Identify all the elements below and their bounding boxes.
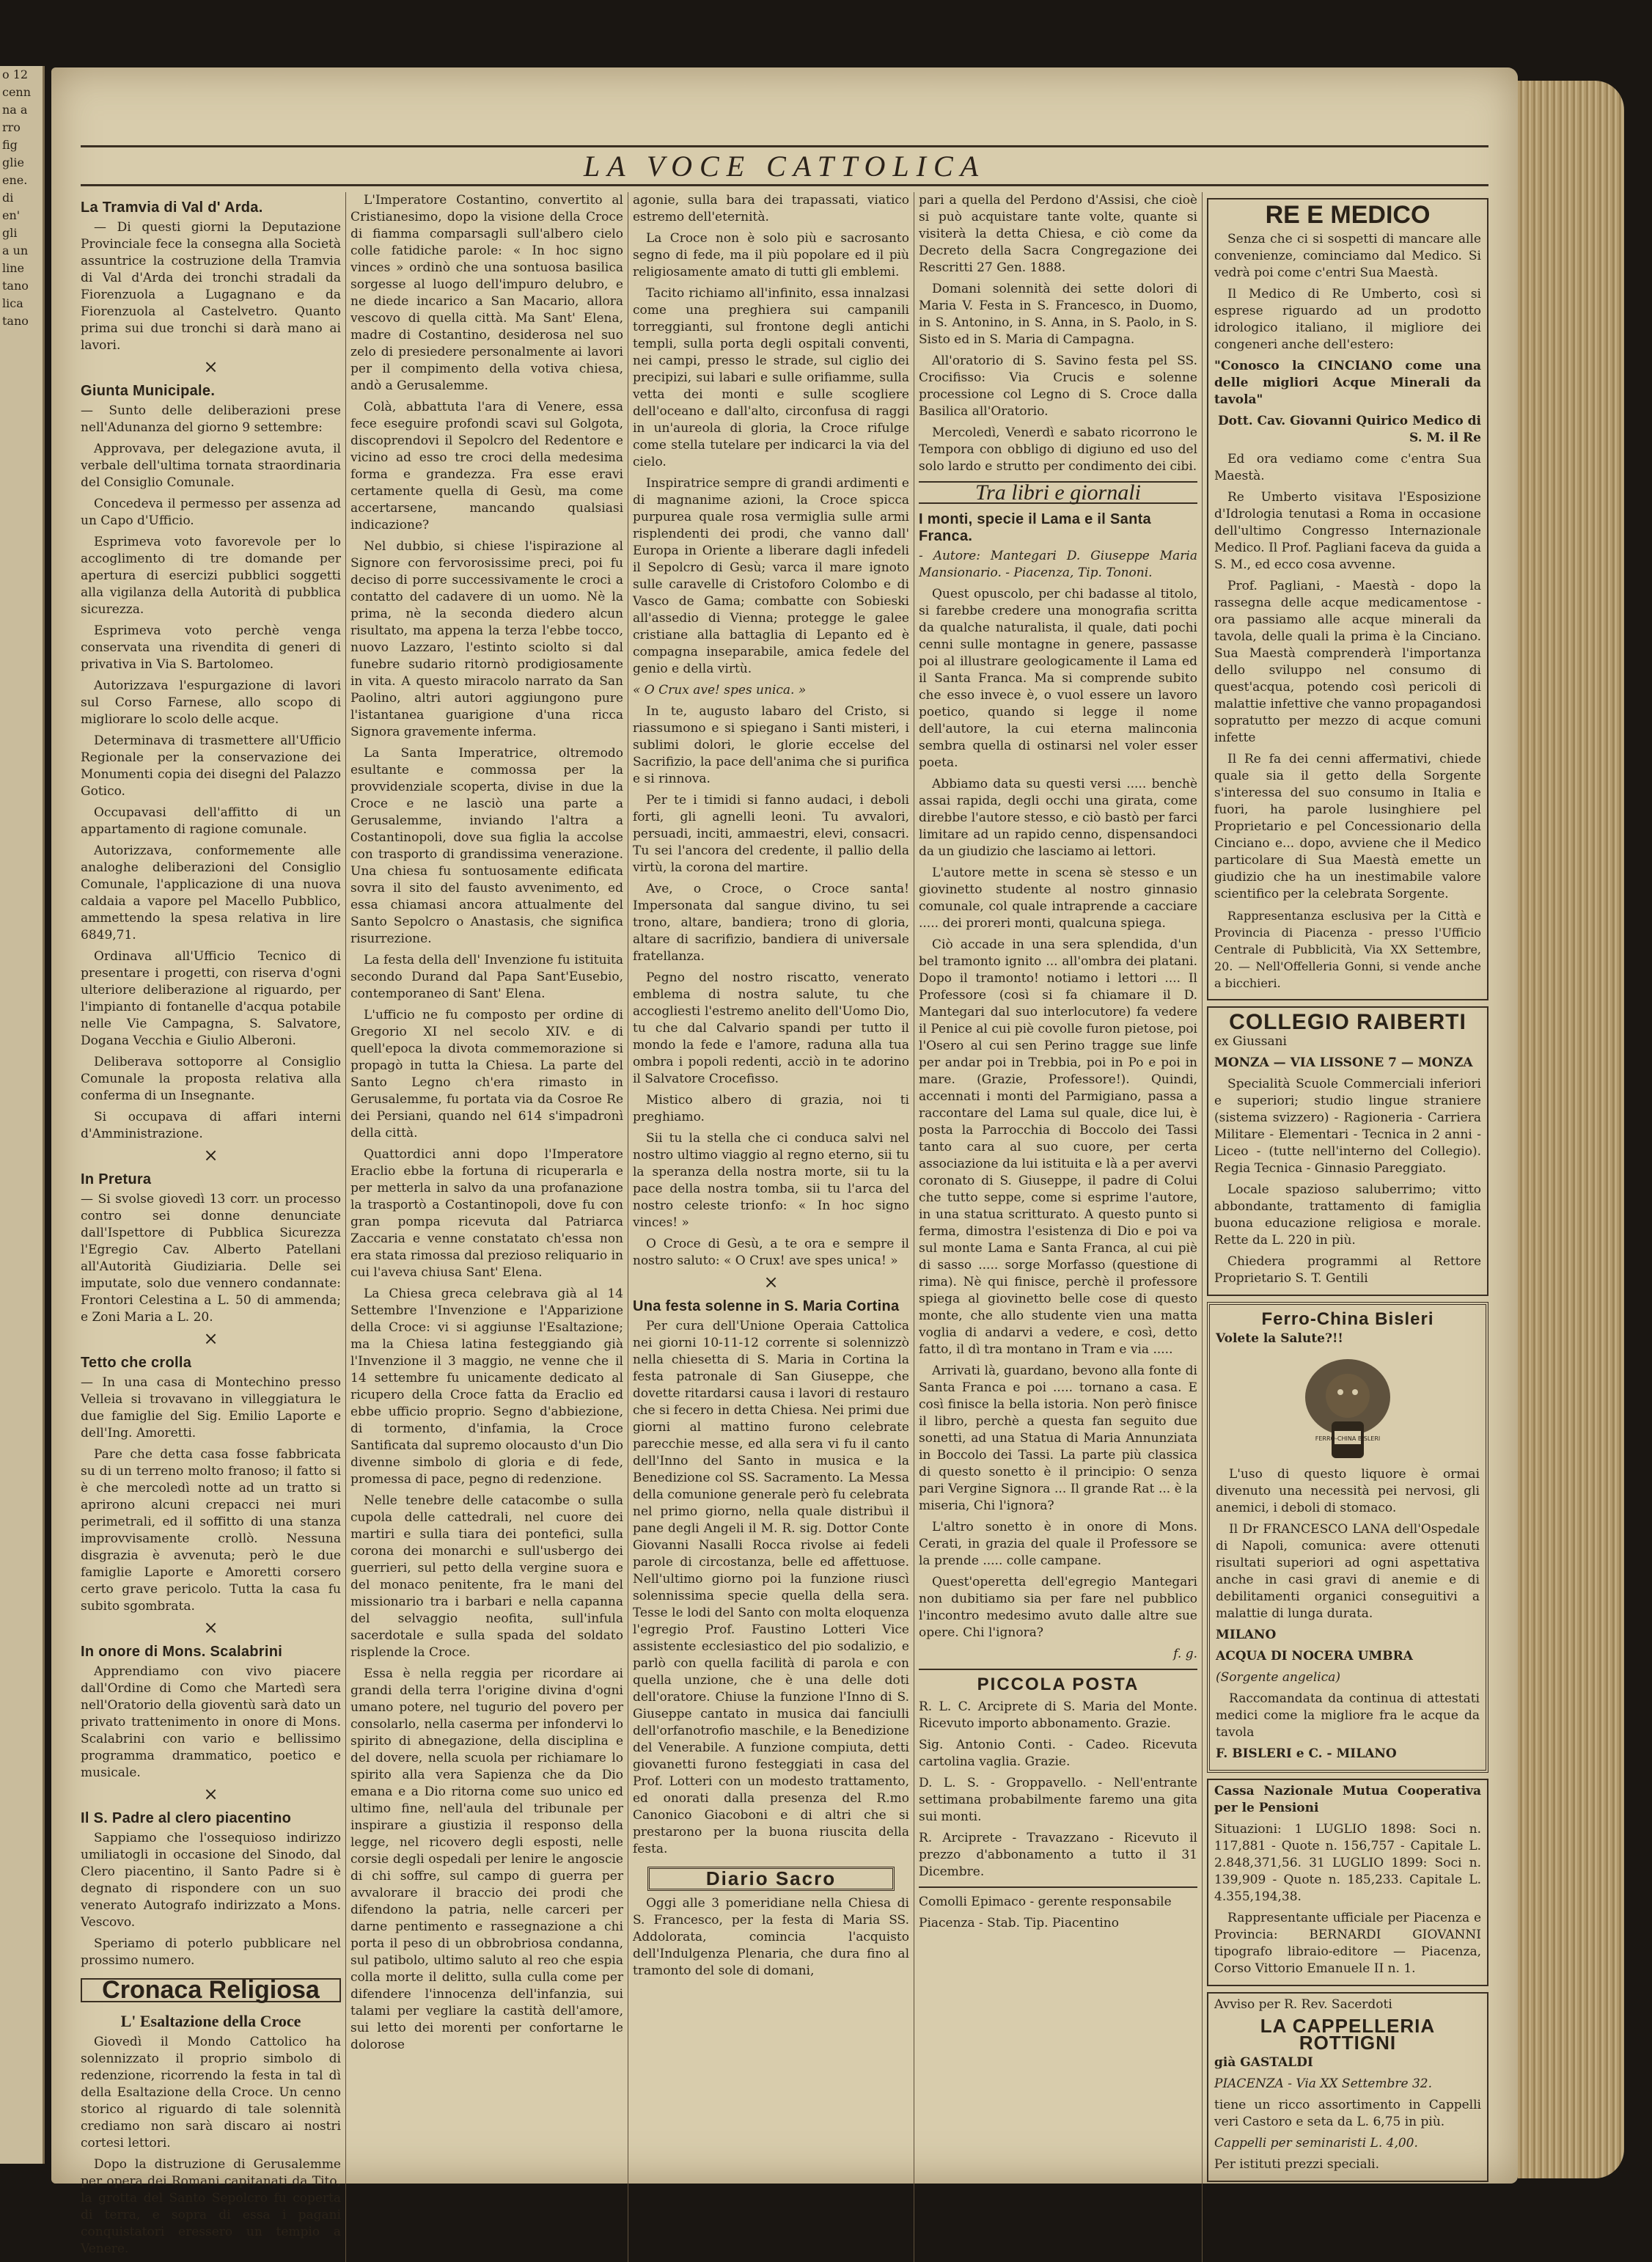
article-text: Mistico albero di grazia, noi ti preghiamo. bbox=[633, 1093, 909, 1124]
printer-line: Piacenza - Stab. Tip. Piacentino bbox=[919, 1916, 1119, 1930]
article-text: pari a quella del Perdono d'Assisi, che cioè si può acquistare tante volte, quante si visiterà la detta Chiesa, e ciò come da Decreto della Sacra Congregazione dei Rescritti 27 Gen. 1888. bbox=[919, 193, 1197, 275]
article-text: Tacito richiamo all'infinito, essa innalzasi come una preghiera sui campanili torreggianti, sul frontone degli antichi templi, sulla porta degli ospitali conventi, nei campi, presso le strade, sul ciglio dei precipizi, sui labari e sulle orifiamme, sulla vetta dei monti e sulle scogliere dell'oceano e dall'alto, circonfusa di raggi in un'aureola di gloria, la Croce rifulge come stella tutelare per indicarci la via del cielo. bbox=[633, 286, 909, 469]
divider bbox=[919, 1669, 1197, 1670]
article-text: Ordinava all'Ufficio Tecnico di presentare i progetti, con riserva d'ogni ulteriore deliberazione al riguardo, per l'impianto di fontanelle d'acqua potabile nelle Vie Campagna, S. Salvatore, Dogana Vecchia e Giulio Alberoni. bbox=[81, 949, 341, 1048]
sliver-fragment: fig bbox=[2, 138, 18, 152]
column-5-ads bbox=[1207, 192, 1488, 2262]
article-text: Esprimeva voto favorevole per lo accoglimento di tre domande per apertura di esercizi pubblici soggetti alla vigilanza della Autorità di pubblica sicurezza. bbox=[81, 535, 341, 617]
article-text: Essa è nella reggia per ricordare ai grandi della terra l'origine divina d'ogni umano potere, nel tugurio del povero per consolarlo, nella caserma per infondervi lo spirito di abnegazione, della disciplina e del dovere, nella scuola per richiamare lo spirito alla vera Sapienza che da Dio emana e a Dio ritorna come suo unico ed ultimo fine, nell'aula del tribunale per inspirare a giustizia il responso della legge, nel ricovero degli esposti, nelle corsie degli ospedali per lenire le angoscie di chi soffre, sul campo di guerra per avvalorare il braccio dei prodi che difendono la patria, nelle carceri per darne pentimento e rassegnazione a chi porta il peso di un obbrobriosa condanna, sul patibolo, ultimo saluto al reo che espia colla morte il delitto, sulla culla come per difendere l'innocenza dell'infanzia, sui talami per vegliare la castità dell'amore, sui letto dei morenti per confortarne le dolorose bbox=[350, 1666, 623, 2052]
article-text: Esprimeva voto perchè venga conservata una rivendita di generi di privativa in Via S. Bartolomeo. bbox=[81, 623, 341, 672]
article-text: Ave, o Croce, o Croce santa! Impersonata dal sangue divino, tu sei trono, altare, bandiera; trono di gloria, altare di sacrifizio, bandiera di universale fratellanza. bbox=[633, 882, 909, 964]
ad-text: Chiedera programmi al Rettore Proprietario S. T. Gentili bbox=[1214, 1254, 1481, 1286]
article-text: — Di questi giorni la Deputazione Provinciale fece la consegna alla Società assuntrice la costruzione della Tramvia di Val d'Arda dei tronchi stradali da Fiorenzuola a Lugagnano e da Fiorenzuola al Castelvetro. Quanto prima sui due tronchi si darà mano ai lavori. bbox=[81, 220, 341, 353]
ad-re-e-medico bbox=[1207, 198, 1488, 1000]
ad-title: Ferro-China Bisleri bbox=[1261, 1309, 1434, 1329]
sliver-fragment: gli bbox=[2, 226, 18, 240]
newspaper-title: LA VOCE CATTOLICA bbox=[583, 149, 986, 183]
article-text: La Santa Imperatrice, oltremodo esultante e commossa per la provvidenziale scoperta, divise in due la Croce e ne lasciò una parte a Gerusalemme, inviando l'altra a Costantinopoli, dove sua figlia la accolse con trasporto di grandissima venerazione. Una chiesa fu sontuosamente edificata sovra il sito del fausto avvenimento, ed essa chiamasi ancora attualmente del Santo Sepolcro o Anastasis, che significa risurrezione. bbox=[350, 746, 623, 946]
article-text: — Sunto delle deliberazioni prese nell'Adunanza del giorno 9 settembre: bbox=[81, 403, 341, 435]
sliver-fragment: tano bbox=[2, 314, 29, 328]
signature: f. g. bbox=[1173, 1647, 1197, 1661]
ad-text: Prof. Pagliani, - Maestà - dopo la rassegna delle acque medicamentose - ora passiamo alle acque minerali da tavola, delle quali la prima è la Cinciano. Sua Maestà comprenderà l'importanza dello sviluppo nel consumo di quest'acqua, potendo così pericoli di malattie infettive che vanno propagandosi sopratutto per mezzo di acque comuni infette bbox=[1214, 579, 1482, 745]
ad-title: LA CAPPELLERIA ROTTIGNI bbox=[1260, 2015, 1436, 2054]
ad-text: Cappelli per seminaristi L. 4,00. bbox=[1214, 2136, 1418, 2151]
ad-title: Cassa Nazionale Mutua Cooperativa per le Pensioni bbox=[1214, 1784, 1481, 1815]
article-heading: Giunta Municipale. bbox=[81, 383, 216, 399]
article-text: La festa della dell' Invenzione fu istituita secondo Durand dal Papa Sant'Eusebio, contemporaneo di Sant' Elena. bbox=[350, 953, 623, 1001]
article-text: Ciò accade in una sera splendida, d'un bel tramonto ignito ... all'ombra dei platani. Dopo il tramonto! notiamo i lettori .... Il Professore (così si fa chiamare il D. Mantegari dal suo interlocutore) fa vedere il Penice al cui piè covolle furon pietose, poi l'Osero al cui sen Perino tragge sue linfe per andar poi in Trebbia, poi in Po e poi in mare. (Grazie, Professore!). Quindi, accennati i monti del Parmigiano, passa a raccontare del Lama sul quale, dice lui, è posta la Parrocchia di Boccolo dei Tassi tanto cara al suo cuore, per certa associazione da lui istituita e là a per avervi coronato di S. Giuseppe, il padre di Colui che tutto seppe, come si esprime l'autore, in una statua scritturato. A questo punto si ferma, dimostra l'esistenza di Dio e poi va sul monte Lama e Santa Franca, al cui piè di sasso ..... sorge Morfasso (questione di rima). Nè qui finisce, perchè il professore spiega al giovinetto belle cose di questo monte, che allo studente vien una matta voglia di andarvi a vedere, e così, detto fatto, il dì tra montano in Tram e via ..... bbox=[919, 937, 1197, 1357]
ad-city: MILANO bbox=[1216, 1628, 1277, 1642]
ad-ferro-china bbox=[1207, 1302, 1488, 1773]
article-text: Quattordici anni dopo l'Imperatore Eraclio ebbe la fortuna di ricuperarla e per metterla in salvo da una profanazione la trasportò a Costantinopoli, dove fu con gran pompa ricevuta dal Patriarca Zaccaria e venne constatato ch'essa non era stata rimossa dal prezioso reliquario in cui l'aveva chiusa Sant' Elena. bbox=[350, 1147, 623, 1280]
ad-text: L'uso di questo liquore è ormai divenuto una necessità pei nervosi, gli anemici, i deboli di stomaco. bbox=[1216, 1467, 1480, 1515]
article-heading: Il S. Padre al clero piacentino bbox=[81, 1810, 292, 1826]
sliver-fragment: lica bbox=[2, 296, 23, 310]
previous-page-edge bbox=[0, 66, 45, 2164]
ad-address: MONZA — VIA LISSONE 7 — MONZA bbox=[1214, 1055, 1473, 1070]
post-item: R. Arciprete - Travazzano - Ricevuto il prezzo d'abbonamento a tutto il 31 Dicembre. bbox=[919, 1831, 1197, 1879]
ad-text: Ed ora vediamo come c'entra Sua Maestà. bbox=[1214, 452, 1481, 483]
post-item: R. L. C. Arciprete di S. Maria del Monte. Ricevuto importo abbonamento. Grazie. bbox=[919, 1699, 1197, 1731]
sliver-fragment: en' bbox=[2, 208, 21, 222]
ad-subtitle: (Sorgente angelica) bbox=[1216, 1670, 1341, 1685]
article-text: Autorizzava l'espurgazione di lavori sul Corso Farnese, allo scopo di migliorare lo scolo delle acque. bbox=[81, 678, 341, 727]
column-4 bbox=[919, 192, 1197, 2262]
sliver-fragment: di bbox=[2, 191, 14, 205]
ad-cassa-nazionale bbox=[1207, 1779, 1488, 1986]
article-text: Colà, abbattuta l'ara di Venere, essa fece eseguire profondi scavi sul Golgota, discoprendovi il Sepolcro del Redentore e vicino ad esso tre croci della medesima forma e grandezza. Fra esse eravi certamente quella di Gesù, ma come accertarsene, mancando qualsiasi indicazione? bbox=[350, 400, 623, 532]
sliver-fragment: o 12 bbox=[2, 67, 29, 81]
column-2 bbox=[350, 192, 623, 2262]
section-heading: Cronaca Religiosa bbox=[81, 1978, 341, 2002]
column-3 bbox=[633, 192, 909, 2262]
sliver-fragment: rro bbox=[2, 120, 21, 134]
article-heading: La Tramvia di Val d' Arda. bbox=[81, 200, 263, 216]
article-text: - Autore: Mantegari D. Giuseppe Maria Mansionario. - Piacenza, Tip. Tononi. bbox=[919, 549, 1197, 580]
article-text: Per cura dell'Unione Operaia Cattolica nei giorni 10-11-12 corrente si solennizzò nella chiesetta di S. Maria in Cortina la festa patronale di San Giuseppe, che dovette ritardarsi causa i lavori di restauro che si fecero in detta Chiesa. Nei primi due giorni al mattino furono celebrate parecchie messe, ed alla sera vi fu il canto dell'Inno del Santo in musica e la Benedizione col SS. Sacramento. La Messa della comunione generale però fu celebrata nel primo giorno, nella quale distribuì il pane degli Angeli il M. R. sig. Dottor Conte Giovanni Nasalli Rocca rivolse ai fedeli parole di circostanza, belle ed affettuose. Nell'ultimo giorno poi la funzione riuscì solennissima specie quella della sera. Tesse le lodi del Santo con molta eloquenza l'egregio Prof. Faustino Lotteri Vice assistente ecclesiastico del pio sodalizio, e parlò con quella facilità di parola e con quella unzione, che è una delle doti dell'oratore. Chiuse la funzione l'Inno di S. Giuseppe cantato in musica dai fanciulli dell'orfanotrofio maschile, e la Benedizione del Venerabile. A funzione compiuta, detti giovanetti furono festeggiati in casa del Prof. Lotteri con un modesto trattamento, ed onorati dalla presenza del R.mo Canonico Giacoboni e di altri che si prestarono per la buona riuscita della festa. bbox=[633, 1319, 909, 1856]
post-item: D. L. S. - Groppavello. - Nell'entrante settimana probabilmente faremo una gita sui monti. bbox=[919, 1776, 1197, 1824]
section-heading: Diario Sacro bbox=[647, 1867, 895, 1891]
article-text: All'oratorio di S. Savino festa pel SS. Crocifisso: Via Crucis e solenne processione col Legno di S. Croce dalla Basilica all'Oratorio. bbox=[919, 354, 1197, 419]
separator-cross: × bbox=[203, 356, 219, 377]
section-heading: PICCOLA POSTA bbox=[977, 1674, 1139, 1694]
ad-cappelleria bbox=[1207, 1992, 1488, 2182]
section-heading: Tra libri e giornali bbox=[919, 481, 1197, 504]
ad-subtitle: ex Giussani bbox=[1214, 1034, 1287, 1049]
separator-cross: × bbox=[763, 1272, 779, 1292]
divider bbox=[919, 1886, 1197, 1888]
article-text: Oggi alle 3 pomeridiane nella Chiesa di S. Francesco, per la festa di Maria SS. Addolorata, comincia l'acquisto dell'Indulgenza Plenaria, che dura fino al tramonto del sole di domani, bbox=[633, 1896, 909, 1978]
sliver-fragment: glie bbox=[2, 155, 24, 169]
article-text: Mercoledì, Venerdì e sabato ricorrono le Tempora con obbligo di digiuno ed uso del solo lardo e strutto per condimento dei cibi. bbox=[919, 425, 1197, 474]
article-text: Speriamo di poterlo pubblicare nel prossimo numero. bbox=[81, 1936, 341, 1968]
article-text: Arrivati là, guardano, bevono alla fonte di Santa Franca e poi ..... tornano a casa. E così finisce la bella istoria. Non però finisce il libro, perchè a questa fan seguito due sonetti, ad una Statua di Maria Annunziata in Boccolo dei Tassi. La parte più classica di questo sonetto è il principio: O senza pari Vergine Signora ... Il grande Rat ... è la miseria, Chi l'ignora? bbox=[919, 1364, 1197, 1513]
article-text: Dopo la distruzione di Gerusalemme per opera dei Romani capitanati da Tito, la grotta del Santo Sepolcro fu coperta di terra, e sopra di essa i pagani conquistatori eressero un tempio a Venere. bbox=[81, 2157, 341, 2256]
article-text: — In una casa di Montechino presso Velleia si trovavano in villeggiatura le due famiglie del Sig. Emilio Laporte e dell'Ing. Amoretti. bbox=[81, 1375, 341, 1441]
column-1 bbox=[81, 192, 341, 2262]
article-text: Sii tu la stella che ci conduca salvi nel nostro ultimo viaggio al regno eterno, sii tu la speranza della nostra morte, sii tu la pace della nostra tomba, sii tu l'arca del nostro celeste trionfo: « In hoc signo vinces! » bbox=[633, 1131, 909, 1230]
ad-doctor: Dott. Cav. Giovanni Quirico Medico di S. M. il Re bbox=[1217, 414, 1481, 445]
sliver-fragment: line bbox=[2, 261, 25, 275]
article-heading: Una festa solenne in S. Maria Cortina bbox=[633, 1298, 900, 1314]
lion-bottle-illustration bbox=[1289, 1352, 1406, 1462]
ad-text: tiene un ricco assortimento in Cappelli veri Castoro e seta da L. 6,75 in più. bbox=[1214, 2098, 1481, 2129]
article-text: Deliberava sottoporre al Consiglio Comunale la proposta relativa alla conferma di un Insegnante. bbox=[81, 1055, 341, 1103]
post-item: Sig. Antonio Conti. - Cadeo. Ricevuta cartolina vaglia. Grazie. bbox=[919, 1738, 1197, 1769]
ad-subtitle: ACQUA DI NOCERA UMBRA bbox=[1216, 1649, 1413, 1663]
sliver-fragment: cenn bbox=[2, 85, 32, 99]
separator-cross: × bbox=[203, 1784, 219, 1804]
article-text: Giovedì il Mondo Cattolico ha solennizzato il proprio simbolo di redenzione, ricorrendo la festa in tal dì della Esaltazione della Croce. Un cenno storico al riguardo di tale solennità crediamo non sarà discaro ai nostri cortesi lettori. bbox=[81, 2035, 341, 2151]
ad-title: COLLEGIO RAIBERTI bbox=[1229, 1010, 1466, 1034]
ad-signature: F. BISLERI e C. - MILANO bbox=[1216, 1746, 1397, 1761]
article-text: Abbiamo data su questi versi ..... benchè assai rapida, degli occhi una girata, come direbbe l'autore stesso, e ciò bastò per farci limitare ad un rapido cenno, dispensandoci da un giudizio che lasciamo ai lettori. bbox=[919, 777, 1197, 859]
article-text: Apprendiamo con vivo piacere dall'Ordine di Como che Martedì sera nell'Oratorio della gioventù sarà dato un privato trattenimento in onore di Mons. Scalabrini con vario e bellissimo programma drammatico, poetico e musicale. bbox=[81, 1664, 341, 1780]
article-text: Autorizzava, conformemente alle analoghe deliberazioni del Consiglio Comunale, l'applicazione di una nuova caldaia a vapore pel Macello Pubblico, ammettendo la spesa relativa in lire 6849,71. bbox=[81, 843, 341, 942]
ad-text: Senza che ci si sospetti di mancare alle convenienze, cominciamo dal Medico. Si vedrà poi come c'entri Sua Maestà. bbox=[1214, 232, 1481, 280]
article-text: La Chiesa greca celebrava già al 14 Settembre l'Invenzione e l'Apparizione della Croce: vi si aggiunse l'Esaltazione; ma la Chiesa latina festeggiando già l'Invenzione il 3 maggio, ne venne che il 14 settembre fu unicamente dedicato al ricupero della Croce fatta da Eraclio ed ebbe ufficio proprio. Segno d'abbiezione, di tormento, d'infamia, la Croce Santificata dal supremo olocausto d'un Dio divenne simbolo di gloria e di fede, promessa di pace, pegno di redenzione. bbox=[350, 1286, 623, 1487]
ad-text: Locale spazioso saluberrimo; vitto abbondante, trattamento di famiglia buona educazione religiosa e morale. Rette da L. 220 in più. bbox=[1214, 1182, 1481, 1248]
ad-text: Rappresentanza esclusiva per la Città e Provincia di Piacenza - presso l'Ufficio Centrale di Pubblicità, Via XX Settembre, 20. — Nell'Offelleria Gonni, si vende anche a bicchieri. bbox=[1214, 909, 1481, 990]
ad-text: Rappresentante ufficiale per Piacenza e Provincia: BERNARDI GIOVANNI tipografo libraio-editore — Piacenza, Corso Vittorio Emanuele II n. 1. bbox=[1214, 1911, 1481, 1976]
article-text: Determinava di trasmettere all'Ufficio Regionale per la conservazione dei Monumenti copia dei disegni del Palazzo Gotico. bbox=[81, 733, 341, 799]
sliver-fragment: na a bbox=[2, 103, 28, 117]
sliver-fragment: tano bbox=[2, 279, 29, 293]
article-text: In te, augusto labaro del Cristo, si riassumono e si spiegano i Santi misteri, i sublimi dolori, le glorie eccelse del Sacrifizio, la pace dell'anima che si purifica e si rinnova. bbox=[633, 704, 909, 786]
article-text: Domani solennità dei sette dolori di Maria V. Festa in S. Francesco, in Duomo, in S. Antonino, in S. Anna, in S. Paolo, in S. Sisto ed in S. Maria di Campagna. bbox=[919, 282, 1197, 347]
ad-title: RE E MEDICO bbox=[1265, 201, 1431, 229]
article-text: Inspiratrice sempre di grandi ardimenti e di magnanime azioni, la Croce spicca purpurea quale rosa vermiglia sulle armi risplendenti dei prodi, che vanno dall' Europa in Oriente a liberare dagli infedeli il Sepolcro di Gesù; varca il mare ignoto sulle caravelle di Cristoforo Colombo e di Vasco de Gama; combatte con Sobieski all'assedio di Vienna; protegge le galee cristiane alla battaglia di Lepanto ed è compagna inseparabile, amica fedele del genio e della virtù. bbox=[633, 476, 909, 676]
ad-slogan: Volete la Salute?!! bbox=[1216, 1331, 1343, 1346]
ad-text: Situazioni: 1 LUGLIO 1898: Soci n. 117,881 - Quote n. 156,757 - Capitale L. 2.848,371,56. 31 LUGLIO 1899: Soci n. 139,909 - Quote n. 185,233. Capitale L. 4.355,194,38. bbox=[1214, 1822, 1481, 1904]
sliver-fragment: a un bbox=[2, 244, 29, 257]
article-text: Sappiamo che l'ossequioso indirizzo umiliatogli in occasione del Sinodo, dal Clero piacentino, il Santo Padre si è degnato di rispondere con un suo venerato Autografo indirizzato a Mons. Vescovo. bbox=[81, 1831, 341, 1930]
ad-address: PIACENZA - Via XX Settembre 32. bbox=[1214, 2076, 1432, 2091]
ad-text: Il Re fa dei cenni affermativi, chiede quale sia il getto della Sorgente s'interessa del suo consumo in Italia e fuori, ha parole lusinghiere pel Proprietario e pel Concessionario della Cinciano e... dopo, avviene che il Medico particolare di Sua Maestà emette un giudizio che ha un inestimabile valore scientifico per la celebrata Sorgente. bbox=[1214, 752, 1481, 901]
ad-pretitle: Avviso per R. Rev. Sacerdoti bbox=[1214, 1997, 1392, 2012]
article-text: Quest opuscolo, per chi badasse al titolo, si farebbe credere una monografia scritta da qualche naturalista, il quale, dati pochi cenni sulle montagne in genere, passasse poi al illustrare geologicamente il Lama ed il Santa Franca. Ma si comprende subito che esso invece è, o vuol essere un lavoro poetico, quando si legge il nome dell'autore, la cui eterna malinconia sembra quella di ostinarsi nel voler esser poeta. bbox=[919, 587, 1197, 770]
gerente-line: Comolli Epimaco - gerente responsabile bbox=[919, 1895, 1172, 1909]
article-text: — Si svolse giovedì 13 corr. un processo contro sei donne denunciate dall'Ispettore di Pubblica Sicurezza l'Egregio Cav. Alberto Patellani all'Autorità Giudiziaria. Delle sei imputate, solo due vennero condannate: Frontori Celestina a L. 50 di ammenda; e Zoni Maria a L. 20. bbox=[81, 1192, 341, 1325]
separator-cross: × bbox=[203, 1145, 219, 1165]
article-text: L'autore mette in scena sè stesso e un giovinetto studente al nostro ginnasio comunale, col quale intraprende a cacciare ..... dei proreri monti, qualcuna spiega. bbox=[919, 865, 1197, 931]
article-text: Pare che detta casa fosse fabbricata su di un terreno molto franoso; il fatto si è che mercoledì notte ad un tratto si aprirono alcuni crepacci nei muri perimetrali, ed il soffitto di una stanza improvvisamente crollò. Nessuna disgrazia è avvenuta; però le due famiglie Laporte e Amoretti corsero certo grave pericolo. Tutta la casa fu subito sgombrata. bbox=[81, 1447, 341, 1614]
article-text: Nelle tenebre delle catacombe o sulla cupola delle cattedrali, nel cuore dei martiri e sulla tiara dei pontefici, sulla corona dei monarchi e sull'usbergo dei guerrieri, sul petto della vergine suora e del monaco penitente, fra le mani del missionario tra i barbari e nella capanna del selvaggio neofita, sull'infula sacerdotale e sulla spada del soldato risplende la Croce. bbox=[350, 1493, 623, 1660]
article-text: Per te i timidi si fanno audaci, i deboli forti, gli agnelli leoni. Tu avvalori, persuadi, inciti, ammaestri, elevi, consacri. Tu sei l'ancora del credente, il pallio della virtù, la corona del martire. bbox=[633, 793, 909, 875]
article-heading: Tetto che crolla bbox=[81, 1355, 192, 1371]
bottle-label: FERRO-CHINA BISLERI bbox=[1315, 1435, 1381, 1442]
article-text: Nel dubbio, si chiese l'ispirazione al Signore con fervorosissime preci, poi fu deciso di porre successivamente le croci a contatto del cadavere di un uomo. Nè la prima, nè la seconda diedero alcun risultato, ma appena la terza l'ebbe tocco, nuovo Lazzaro, l'estinto sciolto si dal funebre sudario ritornò prodigiosamente in vita. A questo miracolo narrato da San Paolino, altri autori aggiungono pure l'istantanea guarigione d'una ricca Signora gravemente inferma. bbox=[350, 539, 623, 739]
columns bbox=[81, 192, 1488, 2256]
sliver-fragment: ene. bbox=[2, 173, 28, 187]
article-text: Occupavasi dell'affitto di un appartamento di ragione comunale. bbox=[81, 805, 341, 837]
article-text: L'ufficio ne fu composto per ordine di Gregorio XI nel secolo XIV. e di quell'epoca la divota commemorazione si propagò in tutta la Chiesa. La parte del Santo Legno ch'era rimasto in Gerusalemme, fu portata via da Cosroe Re dei Persiani, quando nel 614 s'impadronì della città. bbox=[350, 1008, 623, 1141]
ad-subtitle: già GASTALDI bbox=[1214, 2055, 1313, 2070]
ad-text: Il Dr FRANCESCO LANA dell'Ospedale di Napoli, comunica: avere ottenuti risultati superiori ad ogni aspettativa anche in casi gravi di anemie e di debilitamenti organici conseguitivi a malattie di lunga durata. bbox=[1216, 1522, 1480, 1621]
masthead bbox=[81, 145, 1488, 186]
article-text: agonie, sulla bara dei trapassati, viatico estremo dell'eternità. bbox=[633, 193, 909, 224]
article-text: L'altro sonetto è in onore di Mons. Cerati, in grazia del quale il Professore se la prende ..... colle campane. bbox=[919, 1520, 1197, 1568]
article-text: Approvava, per delegazione avuta, il verbale dell'ultima tornata straordinaria del Consiglio Comunale. bbox=[81, 442, 341, 490]
article-text: Si occupava di affari interni d'Amministrazione. bbox=[81, 1110, 341, 1141]
article-text: La Croce non è solo più e sacrosanto segno di fede, ma il più popolare ed il più religiosamente amato di tutti gli emblemi. bbox=[633, 231, 909, 279]
article-heading: I monti, specie il Lama e il Santa Franca. bbox=[919, 511, 1151, 544]
ad-text: Raccomandata da continua di attestati medici come la migliore fra le acque da tavola bbox=[1216, 1691, 1480, 1740]
quote: « O Crux ave! spes unica. » bbox=[633, 683, 807, 698]
article-heading: In Pretura bbox=[81, 1171, 152, 1187]
ad-collegio bbox=[1207, 1006, 1488, 1296]
separator-cross: × bbox=[203, 1617, 219, 1638]
article-heading: L' Esaltazione della Croce bbox=[120, 2012, 301, 2030]
separator-cross: × bbox=[203, 1328, 219, 1349]
book-edge bbox=[1518, 81, 1624, 2178]
article-heading: In onore di Mons. Scalabrini bbox=[81, 1644, 283, 1660]
ad-quote: "Conosco la CINCIANO come una delle migliori Acque Minerali da tavola" bbox=[1214, 359, 1481, 407]
article-text: Quest'operetta dell'egregio Mantegari non dubitiamo sia per fare nel pubblico l'incontro medesimo avuto dalle altre sue opere. Chi l'ignora? bbox=[919, 1575, 1197, 1640]
article-text: Concedeva il permesso per assenza ad un Capo d'Ufficio. bbox=[81, 497, 341, 528]
ad-text: Specialità Scuole Commerciali inferiori e superiori; studio lingue straniere (sistema svizzero) - Ragioneria - Carriera Militare - Elementari - Tecnica in 2 anni - Liceo - (tutte nell'interno del Collegio). Regia Tecnica - Ginnasio Pareggiato. bbox=[1214, 1077, 1481, 1176]
ad-text: Il Medico di Re Umberto, così si esprese riguardo ad un prodotto idrologico italiano, il migliore dei congeneri anche dell'estero: bbox=[1214, 287, 1481, 352]
article-text: L'Imperatore Costantino, convertito al Cristianesimo, dopo la visione della Croce di fiamma comparsagli sull'albero cielo colle fatidiche parole: « In hoc signo vinces » ordinò che una sontuosa basilica sorgesse al luogo dell'impuro delubro, e ne diede incarico a San Macario, allora vescovo di quella città. Ma Sant' Elena, madre di Costantino, desiderosa nel suo zelo di presiedere personalmente ai lavori per il compimento della votiva chiesa, andò a Gerusalemme. bbox=[350, 193, 623, 393]
ad-text: Per istituti prezzi speciali. bbox=[1214, 2157, 1380, 2172]
article-text: Pegno del nostro riscatto, venerato emblema di nostra salute, tu che accogliesti l'estremo anelito dell'Uomo Dio, tu che dal Calvario spandi per tutto il mondo la fede e l'amore, raduna alla tua ombra i popoli redenti, acciò in te adorino il Salvatore Crocefisso. bbox=[633, 970, 909, 1086]
article-text: O Croce di Gesù, a te ora e sempre il nostro saluto: « O Crux! ave spes unica! » bbox=[633, 1237, 909, 1268]
ad-text: Re Umberto visitava l'Esposizione d'Idrologia tenutasi a Roma in occasione dell'ultimo Congresso Internazionale Medico. Il Prof. Pagliani faceva da guida a S. M., ed ecco cosa avvenne. bbox=[1214, 490, 1481, 572]
